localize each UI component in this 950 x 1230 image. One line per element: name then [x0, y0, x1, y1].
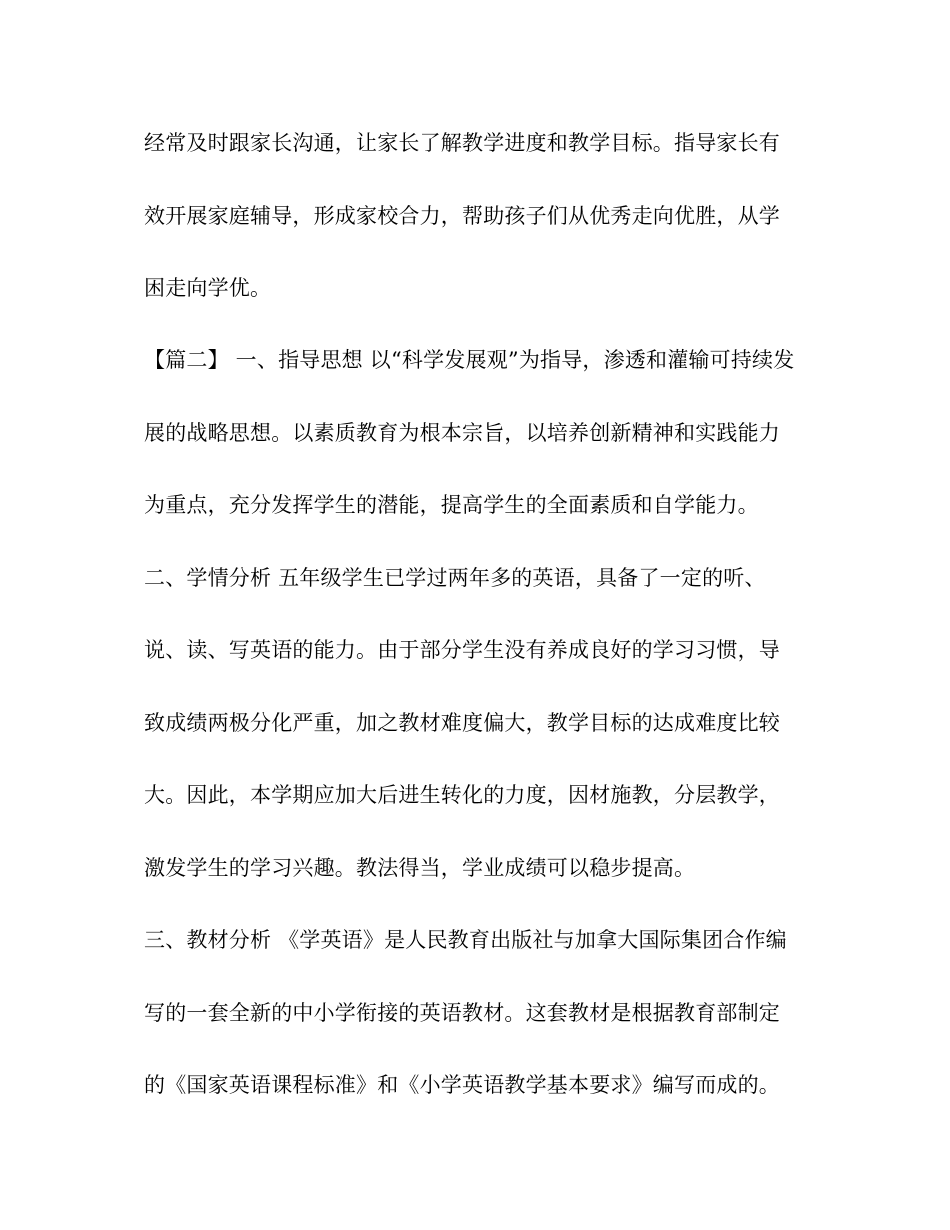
text-line: 激发学生的学习兴趣。教法得当，学业成绩可以稳步提高。: [144, 856, 696, 880]
text-line: 效开展家庭辅导，形成家校合力，帮助孩子们从优秀走向优胜，从学: [144, 204, 780, 228]
text-line: 的《国家英语课程标准》和《小学英语教学基本要求》编写而成的。: [144, 1073, 780, 1097]
text-line: 为重点，充分发挥学生的潜能，提高学生的全面素质和自学能力。: [144, 493, 759, 517]
text-line: 二、学情分析 五年级学生已学过两年多的英语，具备了一定的听、: [144, 566, 766, 590]
text-line: 致成绩两极分化严重，加之教材难度偏大，教学目标的达成难度比较: [144, 711, 780, 735]
text-line: 三、教材分析 《学英语》是人民教育出版社与加拿大国际集团合作编: [144, 928, 787, 952]
text-line: 大。因此，本学期应加大后进生转化的力度，因材施教，分层教学，: [144, 783, 780, 807]
text-line: 说、读、写英语的能力。由于部分学生没有养成良好的学习习惯，导: [144, 638, 780, 662]
text-line: 【篇二】 一、指导思想 以“科学发展观”为指导，渗透和灌输可持续发: [144, 348, 795, 372]
text-line: 经常及时跟家长沟通，让家长了解教学进度和教学目标。指导家长有: [144, 131, 780, 155]
text-line: 展的战略思想。以素质教育为根本宗旨，以培养创新精神和实践能力: [144, 421, 780, 445]
text-line: 困走向学优。: [144, 276, 272, 300]
text-line: 写的一套全新的中小学衔接的英语教材。这套教材是根据教育部制定: [144, 1001, 780, 1025]
